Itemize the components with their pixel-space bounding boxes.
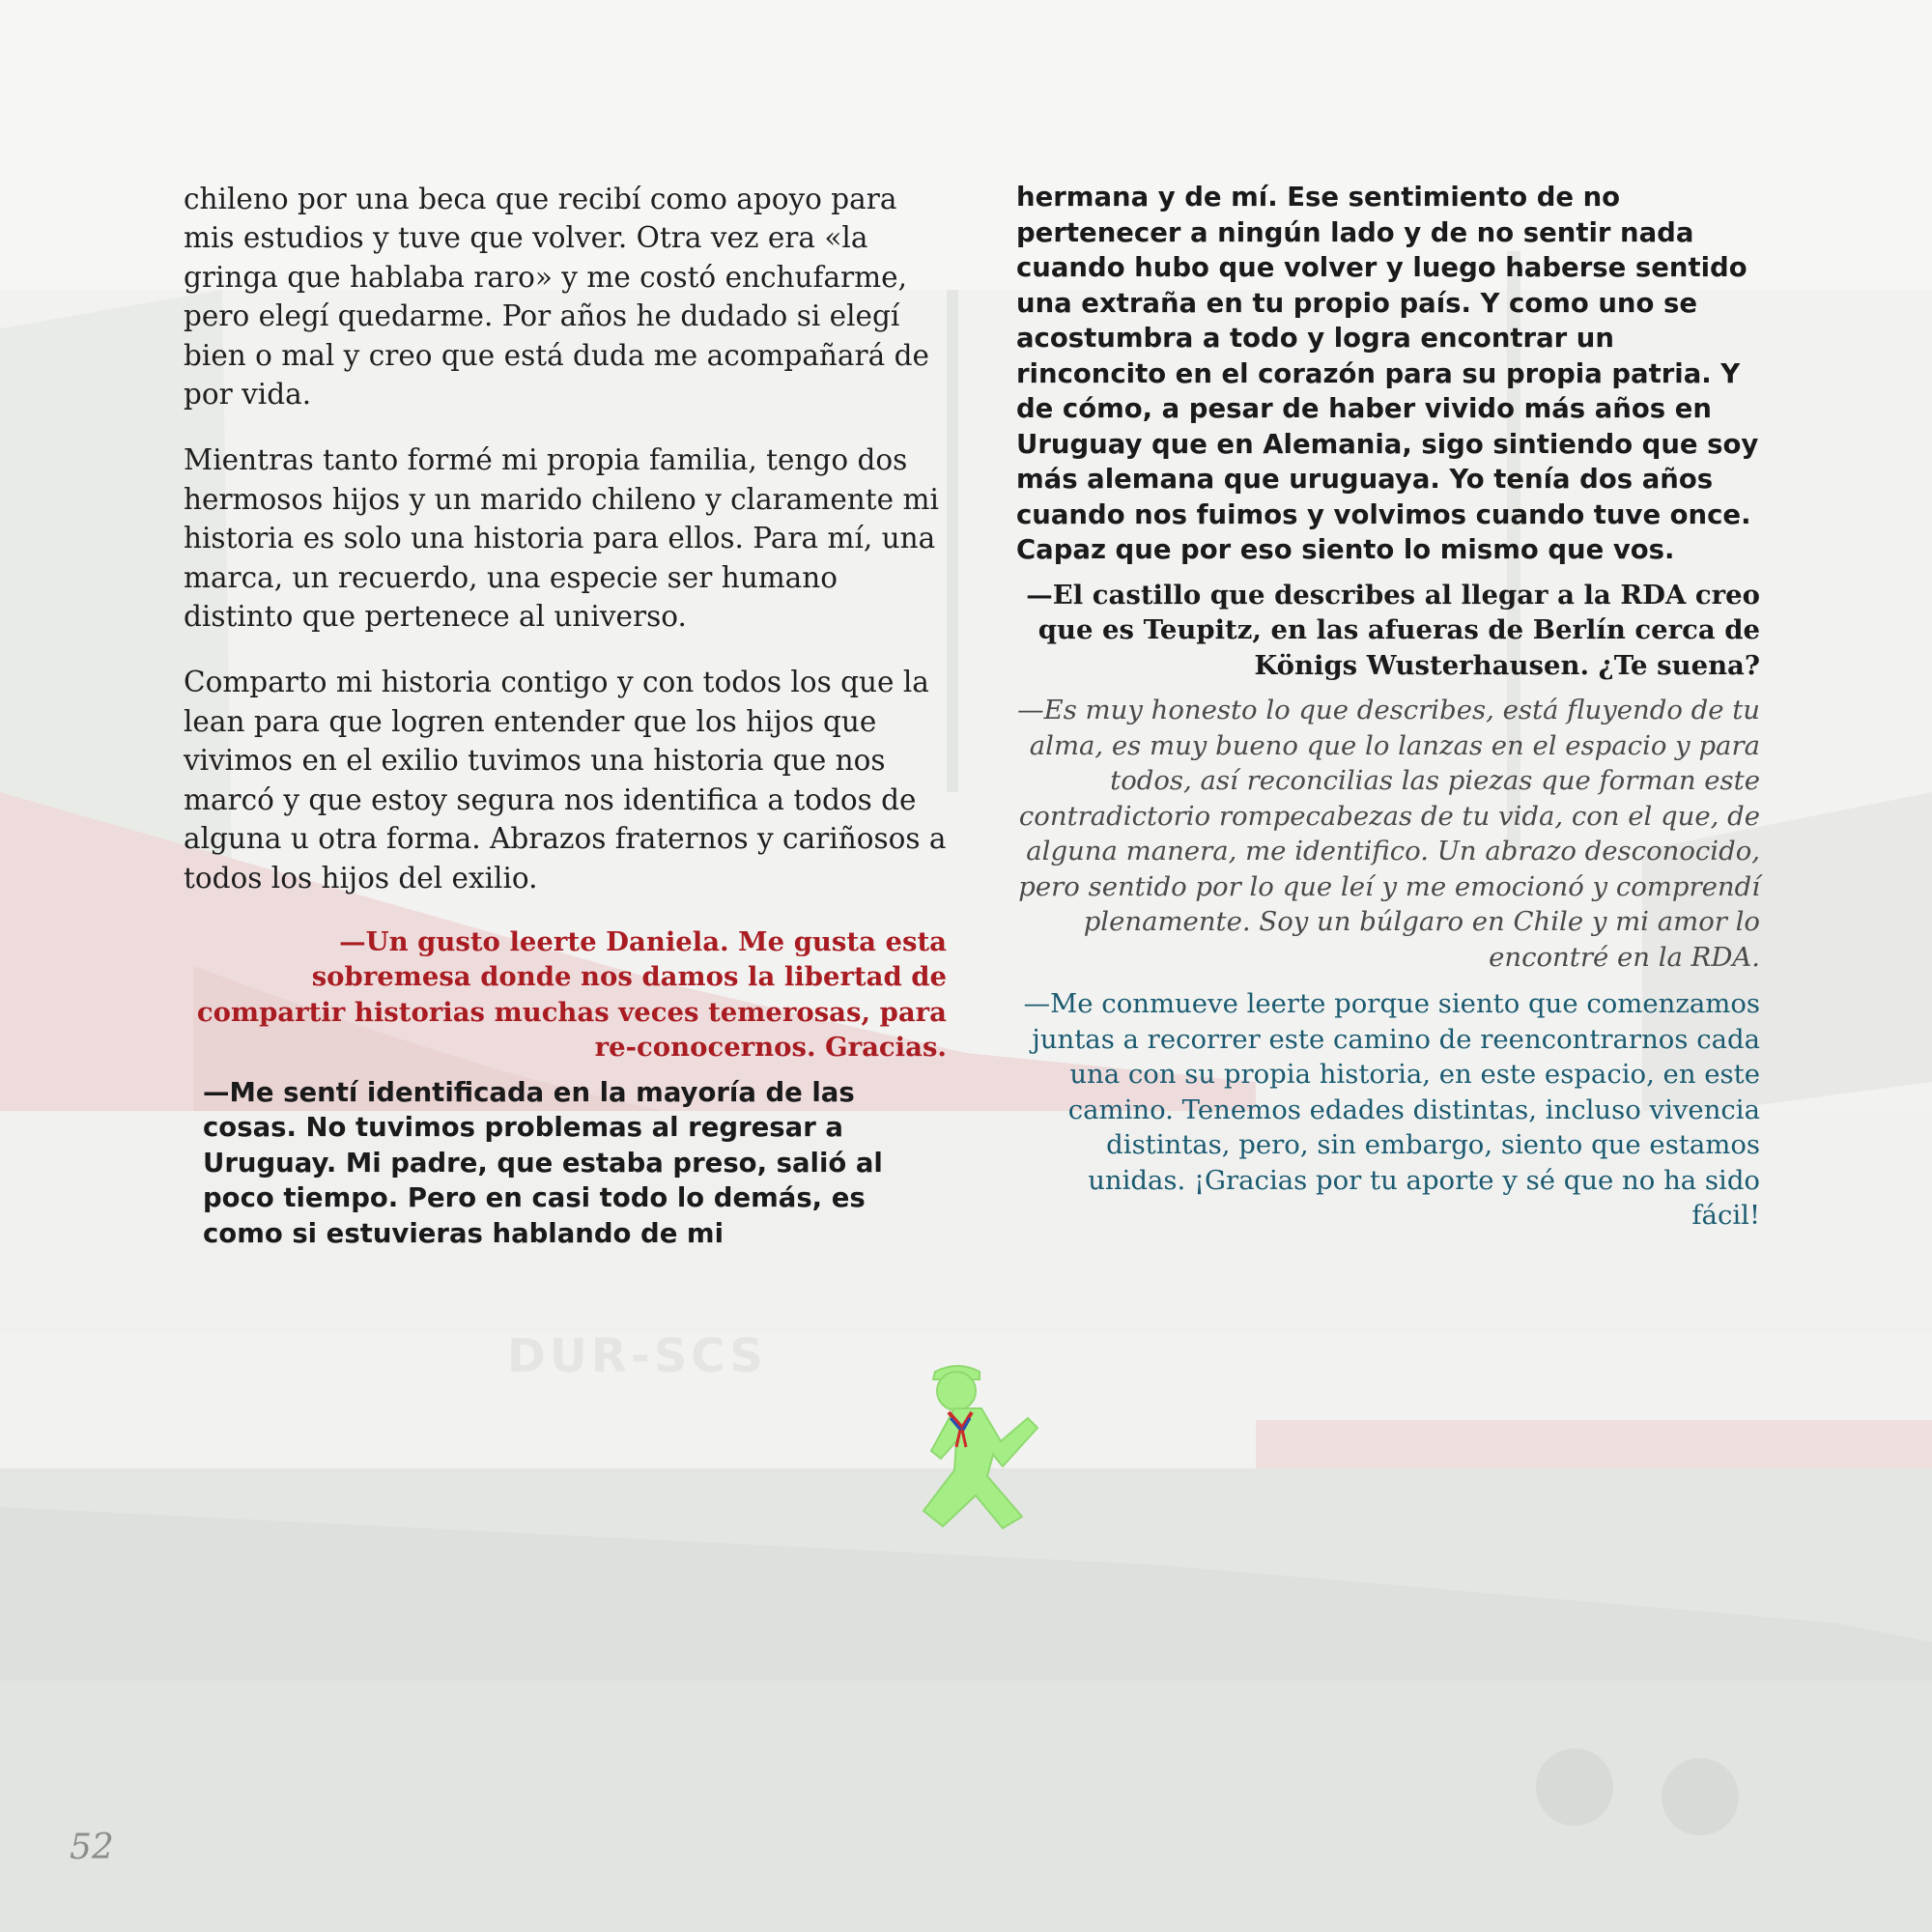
page-number: 52 xyxy=(70,1828,114,1867)
body-paragraph-2: Mientras tanto formé mi propia familia, tengo dos hermosos hijos y un marido chileno y claramente mi historia es solo una historia para ellos. Para mí, una marca, un recuerdo, una especie ser humano distinto que pertenece al universo. xyxy=(184,443,939,634)
right-column xyxy=(1016,180,1760,1234)
comment-black: —Me sentí identificada en la mayoría de las cosas. No tuvimos problemas al regresar a Uruguay. Mi padre, que estaba preso, salió al poco tiempo. Pero en casi todo lo demás, es como si estuvieras hablando de mi xyxy=(203,1076,883,1249)
body-paragraph-1: chileno por una beca que recibí como apoyo para mis estudios y tuve que volver. Otra vez era «la gringa que hablaba raro» y me costó enchufarme, pero elegí quedarme. Por años he dudado si elegí bien o mal y creo que está duda me acompañará de por vida. xyxy=(184,183,929,412)
body-paragraph-3: Comparto mi historia contigo y con todos los que la lean para que logren entender que los hijos que vivimos en el exilio tuvimos una historia que nos marcó y que estoy segura nos identifica a todos de alguna u otra forma. Abrazos fraternos y cariñosos a todos los hijos del exilio. xyxy=(184,666,947,895)
background-sign: DUR-SCS xyxy=(507,1329,767,1383)
comment-continued: hermana y de mí. Ese sentimiento de no pertenecer a ningún lado y de no sentir nada cuando hubo que volver y luego haberse sentido una extraña en tu propio país. Y como uno se acostumbra a todo y logra encontrar un rinconcito en el corazón para su propia patria. Y de cómo, a pesar de haber vivido más años en Uruguay que en Alemania, sigo sintiendo que soy más alemana que uruguaya. Yo tenía dos años cuando nos fuimos y volvimos cuando tuve once. Capaz que por eso siento lo mismo que vos. xyxy=(1016,182,1759,565)
comment-teal: —Me conmueve leerte porque siento que comenzamos juntas a recorrer este camino de reencontrarnos cada una con su propia historia, en este espacio, en este camino. Tenemos edades distintas, incluso vivencia distintas, pero, sin embargo, siento que estamos unidas. ¡Gracias por tu aporte y sé que no ha sido fácil! xyxy=(1023,988,1760,1231)
ampelmann-icon xyxy=(898,1362,1063,1536)
comment-castle: —El castillo que describes al llegar a la RDA creo que es Teupitz, en las afueras de Berlín cerca de Königs Wusterhausen. ¿Te suena? xyxy=(1026,579,1760,681)
left-column xyxy=(184,180,947,1251)
comment-italic: —Es muy honesto lo que describes, está fluyendo de tu alma, es muy bueno que lo lanzas en el espacio y para todos, así reconcilias las piezas que forman este contradictorio rompecabezas de tu vida, con el que, de alguna manera, me identifico. Un abrazo desconocido, pero sentido por lo que leí y me emocionó y comprendí plenamente. Soy un búlgaro en Chile y mi amor lo encontré en la RDA. xyxy=(1017,695,1760,973)
comment-red: —Un gusto leerte Daniela. Me gusta esta sobremesa donde nos damos la libertad de compartir historias muchas veces temerosas, para re-conocernos. Gracias. xyxy=(196,925,947,1064)
